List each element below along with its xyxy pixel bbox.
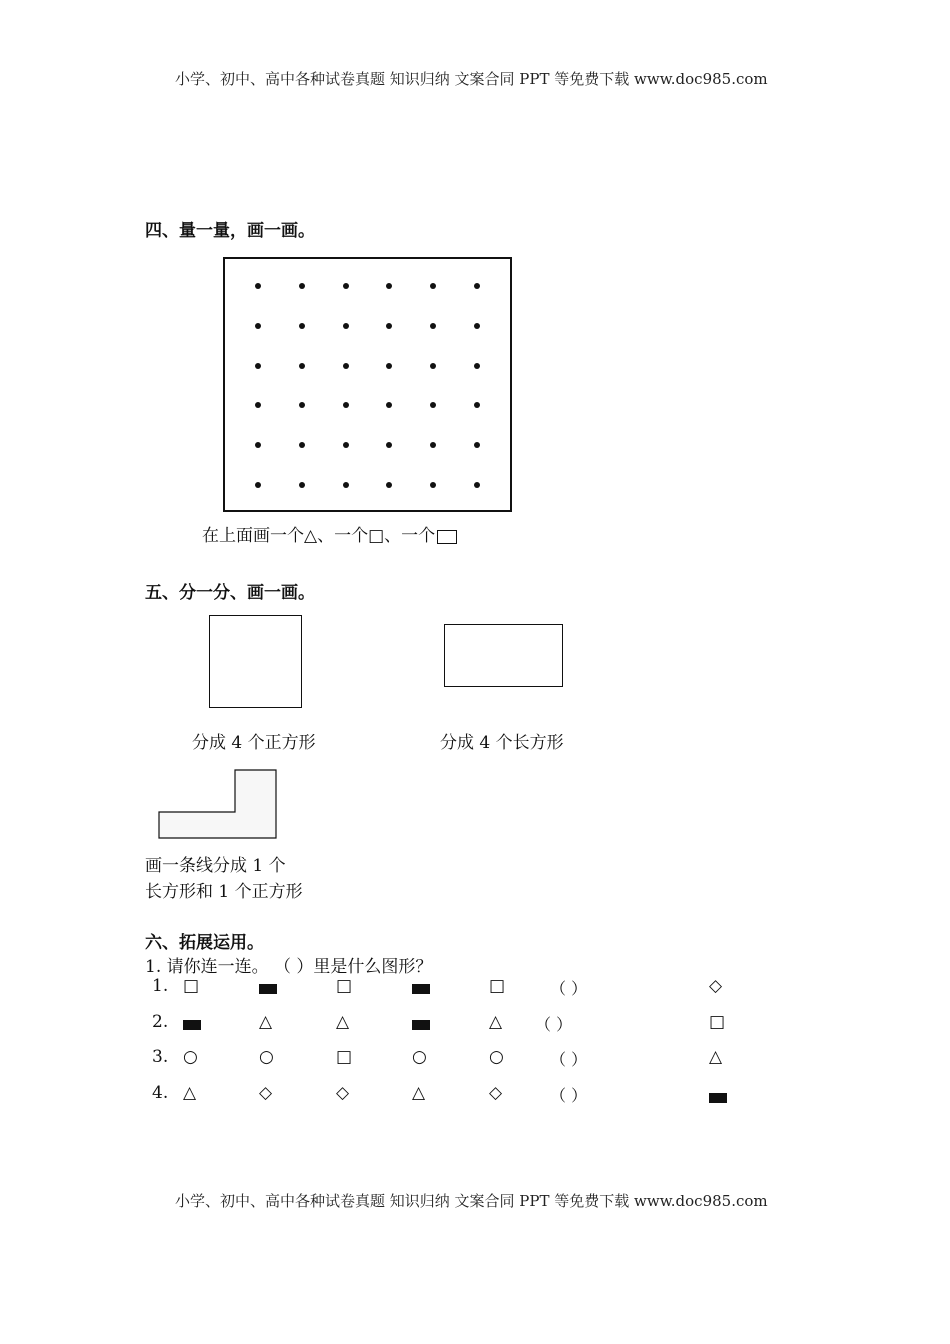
square-symbol: □ bbox=[709, 1012, 726, 1032]
square-caption: 分成 4 个正方形 bbox=[192, 733, 316, 753]
filled-rectangle-symbol bbox=[412, 978, 430, 998]
rectangle-shape[interactable] bbox=[444, 624, 563, 687]
grid-dot[interactable] bbox=[255, 323, 261, 329]
instruction-text: 在上面画一个△、一个□、一个 bbox=[202, 526, 436, 546]
diamond-symbol: ◇ bbox=[489, 1083, 503, 1103]
grid-dot[interactable] bbox=[430, 283, 436, 289]
row-label: 1. bbox=[152, 976, 169, 996]
filled-rectangle-symbol bbox=[709, 1087, 727, 1107]
grid-dot[interactable] bbox=[474, 363, 480, 369]
grid-dot[interactable] bbox=[343, 442, 349, 448]
answer-blank[interactable]: （ ） bbox=[550, 1050, 588, 1069]
answer-blank[interactable]: （ ） bbox=[535, 1015, 573, 1034]
filled-rectangle-icon bbox=[412, 984, 430, 994]
grid-dot[interactable] bbox=[255, 283, 261, 289]
grid-dot[interactable] bbox=[299, 283, 305, 289]
filled-rectangle-icon bbox=[259, 984, 277, 994]
l-shape-caption-1: 画一条线分成 1 个 bbox=[145, 856, 286, 876]
grid-dot[interactable] bbox=[386, 323, 392, 329]
grid-dot[interactable] bbox=[386, 363, 392, 369]
grid-dot[interactable] bbox=[474, 323, 480, 329]
diamond-symbol: ◇ bbox=[709, 976, 723, 996]
filled-rectangle-symbol bbox=[412, 1014, 430, 1034]
grid-dot[interactable] bbox=[299, 402, 305, 408]
row-label: 2. bbox=[152, 1012, 169, 1032]
circle-symbol: ○ bbox=[183, 1047, 198, 1067]
grid-dot[interactable] bbox=[255, 482, 261, 488]
rectangle-outline-icon bbox=[437, 530, 457, 544]
grid-dot[interactable] bbox=[255, 402, 261, 408]
pattern-row bbox=[0, 1047, 950, 1071]
filled-rectangle-icon bbox=[183, 1020, 201, 1030]
grid-dot[interactable] bbox=[474, 482, 480, 488]
grid-dot[interactable] bbox=[430, 442, 436, 448]
triangle-symbol: △ bbox=[336, 1012, 350, 1032]
triangle-symbol: △ bbox=[709, 1047, 723, 1067]
square-symbol: □ bbox=[336, 1047, 353, 1067]
section-4-instruction bbox=[202, 521, 457, 546]
filled-rectangle-symbol bbox=[183, 1014, 201, 1034]
circle-symbol: ○ bbox=[412, 1047, 427, 1067]
square-symbol: □ bbox=[489, 976, 506, 996]
triangle-symbol: △ bbox=[489, 1012, 503, 1032]
grid-dot[interactable] bbox=[474, 442, 480, 448]
filled-rectangle-symbol bbox=[259, 978, 277, 998]
l-shape-caption-2: 长方形和 1 个正方形 bbox=[145, 882, 303, 902]
l-shape[interactable] bbox=[155, 767, 280, 841]
grid-dot[interactable] bbox=[430, 323, 436, 329]
diamond-symbol: ◇ bbox=[336, 1083, 350, 1103]
square-symbol: □ bbox=[336, 976, 353, 996]
square-symbol: □ bbox=[183, 976, 200, 996]
grid-dot[interactable] bbox=[474, 402, 480, 408]
answer-blank[interactable]: （ ） bbox=[550, 979, 588, 998]
grid-dot[interactable] bbox=[430, 482, 436, 488]
row-label: 3. bbox=[152, 1047, 169, 1067]
grid-dot[interactable] bbox=[386, 442, 392, 448]
page-footer: 小学、初中、高中各种试卷真题 知识归纳 文案合同 PPT 等免费下载 www.doc985.com bbox=[175, 1192, 768, 1210]
rectangle-caption: 分成 4 个长方形 bbox=[440, 733, 564, 753]
grid-dot[interactable] bbox=[299, 442, 305, 448]
grid-dot[interactable] bbox=[474, 283, 480, 289]
square-shape[interactable] bbox=[209, 615, 302, 708]
pattern-row bbox=[0, 1012, 950, 1036]
grid-dot[interactable] bbox=[386, 482, 392, 488]
grid-dot[interactable] bbox=[255, 363, 261, 369]
answer-blank[interactable]: （ ） bbox=[550, 1086, 588, 1105]
section-4-title: 四、量一量，画一画。 bbox=[145, 221, 315, 241]
section-6-question: 1. 请你连一连。 （ ）里是什么图形？ bbox=[145, 957, 433, 977]
pattern-row bbox=[0, 1083, 950, 1107]
grid-dot[interactable] bbox=[430, 363, 436, 369]
grid-dot[interactable] bbox=[386, 402, 392, 408]
grid-dot[interactable] bbox=[343, 402, 349, 408]
triangle-symbol: △ bbox=[412, 1083, 426, 1103]
pattern-row bbox=[0, 976, 950, 1000]
circle-symbol: ○ bbox=[259, 1047, 274, 1067]
grid-dot[interactable] bbox=[343, 363, 349, 369]
grid-dot[interactable] bbox=[255, 442, 261, 448]
grid-dot[interactable] bbox=[343, 283, 349, 289]
grid-dot[interactable] bbox=[299, 363, 305, 369]
filled-rectangle-icon bbox=[709, 1093, 727, 1103]
triangle-symbol: △ bbox=[259, 1012, 273, 1032]
grid-dot[interactable] bbox=[343, 482, 349, 488]
diamond-symbol: ◇ bbox=[259, 1083, 273, 1103]
circle-symbol: ○ bbox=[489, 1047, 504, 1067]
grid-dot[interactable] bbox=[299, 482, 305, 488]
dot-grid[interactable] bbox=[223, 257, 512, 512]
row-label: 4. bbox=[152, 1083, 169, 1103]
section-5-title: 五、分一分、画一画。 bbox=[145, 583, 315, 603]
grid-dot[interactable] bbox=[299, 323, 305, 329]
grid-dot[interactable] bbox=[430, 402, 436, 408]
page-header: 小学、初中、高中各种试卷真题 知识归纳 文案合同 PPT 等免费下载 www.doc985.com bbox=[175, 70, 768, 88]
filled-rectangle-icon bbox=[412, 1020, 430, 1030]
grid-dot[interactable] bbox=[386, 283, 392, 289]
grid-dot[interactable] bbox=[343, 323, 349, 329]
triangle-symbol: △ bbox=[183, 1083, 197, 1103]
section-6-title: 六、拓展运用。 bbox=[145, 933, 264, 953]
